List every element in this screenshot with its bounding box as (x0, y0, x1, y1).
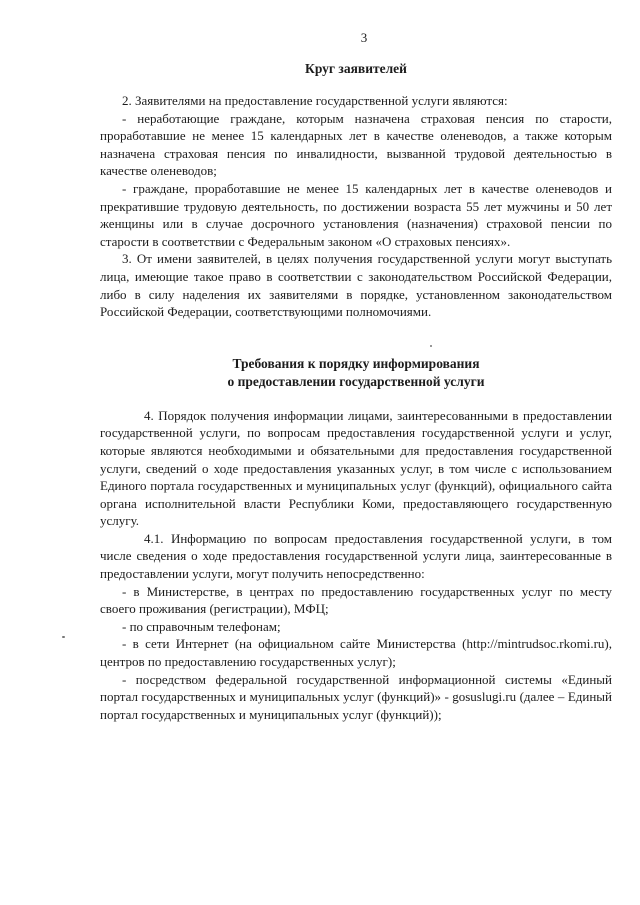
paragraph: - в Министерстве, в центрах по предоставлению государственных услуг по месту своего проживания (регистрации), МФЦ; (100, 583, 612, 617)
paragraph: 3. От имени заявителей, в целях получения государственной услуги могут выступать лица, имеющие такое право в соответствии с законодательством Российской Федерации, либо в силу наделения их заявителями в порядке, установленном законодательством Российской Федерации, соответствующими полномочиями. (100, 251, 612, 320)
scan-speck (430, 345, 432, 347)
paragraph: - в сети Интернет (на официальном сайте Министерства (http://mintrudsoc.rkomi.ru), центров по предоставлению государственных услуг); (100, 636, 612, 670)
scan-speck (62, 636, 65, 638)
section-informing-body (100, 407, 612, 724)
section-heading-informing-line2: о предоставлении государственной услуги (227, 373, 485, 389)
section-applicants-body (100, 92, 612, 321)
paragraph: 4.1. Информацию по вопросам предоставления государственной услуги, в том числе сведения о ходе предоставления государственной услуги лица, заинтересованные в предоставлении услуги, могут получить непосредственно: (100, 530, 612, 582)
paragraph: 4. Порядок получения информации лицами, заинтересованными в предоставлении государственной услуги, по вопросам предоставления государственной услуги и услуг, которые являются необходимыми и обязательными для предоставления государственной услуги, сведений о ходе предоставления указанных услуг, в том числе с использованием Единого портала государственных и муниципальных услуг (функций), официального сайта органа исполнительной власти Республики Коми, предоставляющего государственную услугу. (100, 407, 612, 529)
paragraph: - граждане, проработавшие не менее 15 календарных лет в качестве оленеводов и прекратившие трудовую деятельность, по достижении возраста 55 лет мужчины и 50 лет женщины или в случае досрочного установления (назначения) страховой пенсии по старости в соответствии с Федеральным законом «О страховых пенсиях». (100, 180, 612, 249)
page-number: 3 (360, 30, 368, 45)
paragraph: - по справочным телефонам; (122, 618, 281, 634)
section-heading-informing-line1: Требования к порядку информирования (232, 355, 480, 371)
paragraph: 2. Заявителями на предоставление государственной услуги являются: (122, 93, 508, 108)
paragraph: - неработающие граждане, которым назначена страховая пенсия по старости, проработавшие не менее 15 календарных лет в качестве оленеводов, а также которым назначена страховая пенсия по инвалидности, вызванной трудовой деятельностью в качестве оленеводов; (100, 110, 612, 179)
section-heading-applicants: Круг заявителей (305, 61, 407, 76)
paragraph: - посредством федеральной государственной информационной системы «Единый портал государственных и муниципальных услуг (функций)» - gosuslugi.ru (далее – Единый портал государственных и муниципальных услуг (функций)); (100, 671, 612, 722)
